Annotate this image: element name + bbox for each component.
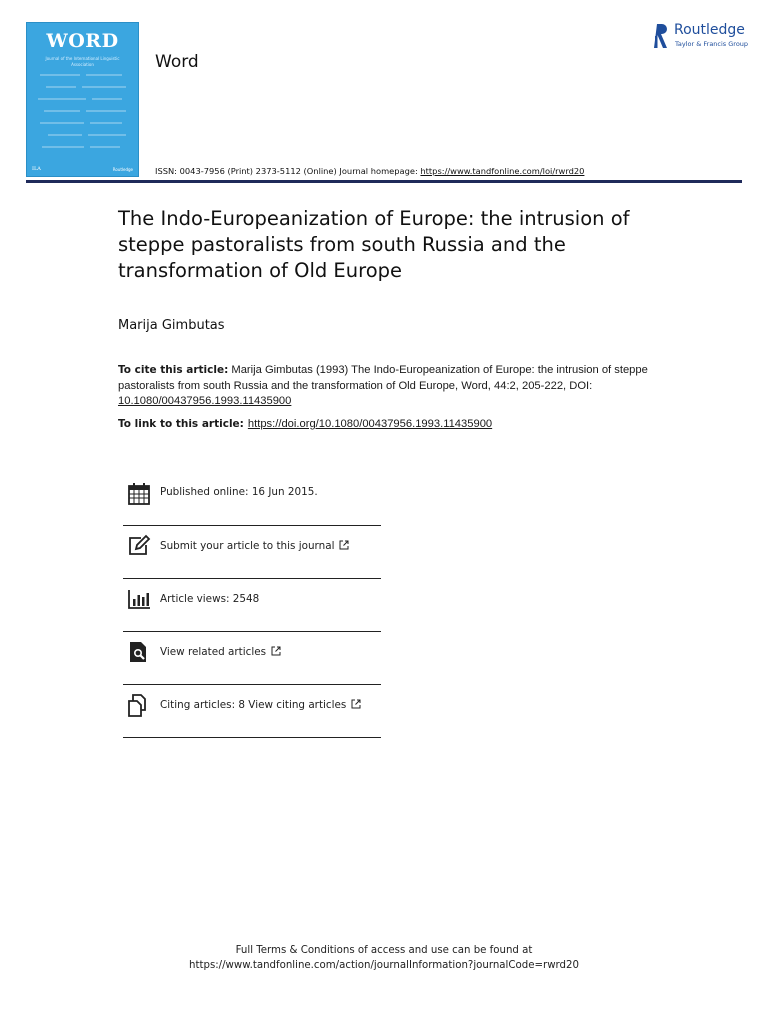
citing-articles-row[interactable] [123,685,381,738]
published-online-row [123,474,381,526]
citing-articles-icon [127,693,151,717]
citing-articles-label: Citing articles: 8 View citing articles [160,699,347,711]
related-articles-label: View related articles [160,646,267,658]
external-link-icon [271,646,281,656]
cover-title: WORD [46,30,119,52]
submit-article-label: Submit your article to this journal [160,540,335,552]
header-rule [26,180,742,183]
citation-label: To cite this article: [118,364,229,376]
related-articles-row[interactable] [123,632,381,685]
external-link-icon [339,540,349,550]
journal-cover-image [26,22,139,177]
article-author: Marija Gimbutas [118,318,225,333]
article-views-text: Article views: 2548 [160,593,260,605]
article-link-label: To link to this article: [118,418,244,430]
cover-ila-label: ILA [32,166,41,172]
article-info-list [123,474,381,738]
article-link-block [118,418,492,430]
publisher-group: Taylor & Francis Group [675,40,749,48]
cover-subtitle: Journal of the International Linguistic Association [45,56,120,67]
calendar-icon [127,482,151,506]
journal-title: Word [155,52,199,72]
edit-icon [127,534,151,558]
publisher-name: Routledge [674,22,745,38]
issn-line [155,166,584,176]
citation-block [118,363,648,410]
routledge-logo-icon [654,22,670,50]
footer-terms [0,943,768,973]
submit-article-row[interactable] [123,526,381,579]
citation-text: Marija Gimbutas (1993) The Indo-Europeanization of Europe: the intrusion of steppe pastoralists from south Russia and the transformation of Old Europe, Word, 44:2, 205-222, DOI: [118,364,648,392]
external-link-icon [351,699,361,709]
cover-publisher-mark: Routledge [112,167,133,172]
search-document-icon [127,640,151,664]
journal-homepage-link[interactable]: https://www.tandfonline.com/loi/rwrd20 [420,166,585,176]
article-views-row [123,579,381,632]
citation-doi-link[interactable]: 10.1080/00437956.1993.11435900 [118,395,292,407]
footer-terms-url[interactable]: https://www.tandfonline.com/action/journalInformation?journalCode=rwrd20 [189,960,579,971]
related-articles-link[interactable] [160,646,281,658]
citing-articles-link[interactable] [160,699,361,711]
bar-chart-icon [127,587,151,611]
article-doi-url[interactable]: https://doi.org/10.1080/00437956.1993.11435900 [247,418,493,430]
issn-text: ISSN: 0043-7956 (Print) 2373-5112 (Online) Journal homepage: [155,166,421,176]
article-title: The Indo-Europeanization of Europe: the intrusion of steppe pastoralists from south Russia and the transformation of Old Europe [118,207,630,282]
published-online-text: Published online: 16 Jun 2015. [160,486,318,498]
footer-line-1: Full Terms & Conditions of access and use can be found at [235,945,533,956]
submit-article-link[interactable] [160,540,349,552]
